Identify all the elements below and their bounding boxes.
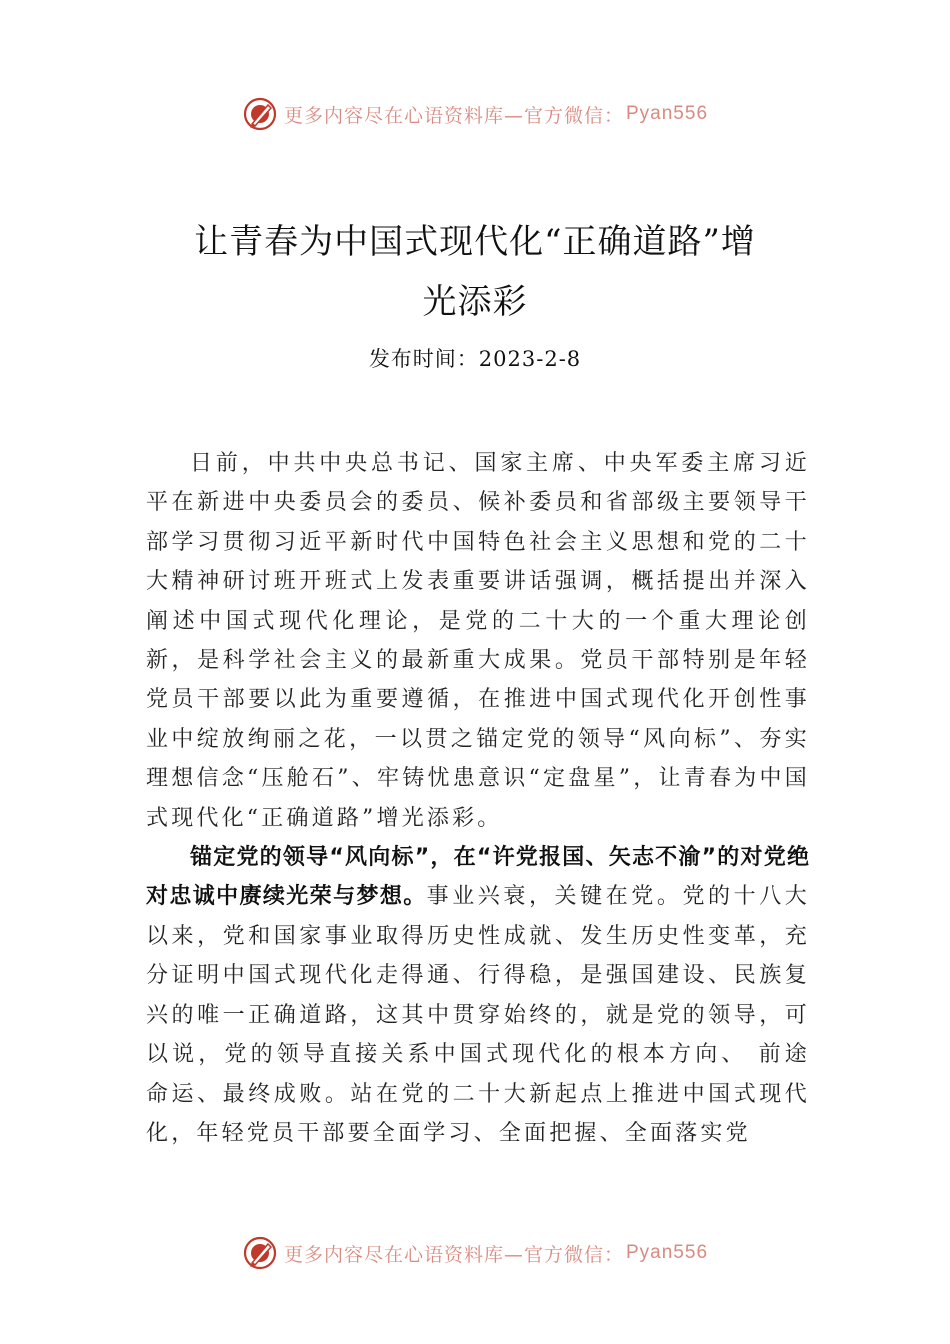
footer-banner: [0, 1233, 950, 1273]
title-line-1: 让青春为中国式现代化“正确道路”增: [194, 222, 756, 262]
pen-logo-icon: [242, 1235, 278, 1271]
publish-date: 发布时间：2023-2-8: [368, 347, 582, 371]
banner-text: 更多内容尽在心语资料库—官方微信：: [283, 104, 624, 127]
paragraph-2: [146, 838, 810, 1153]
paragraph-1: 日前，中共中央总书记、国家主席、中央军委主席习近平在新进中央委员会的委员、候补委员和省部级主要领导干部学习贯彻习近平新时代中国特色社会主义思想和党的二十大精神研讨班开班式上发表重要讲话强调，概括提出并深入阐述中国式现代化理论，是党的二十大的一个重大理论创新，是科学社会主义的最新重大成果。党员干部特别是年轻党员干部要以此为重要遵循，在推进中国式现代化开创性事业中绽放绚丽之花，一以贯之锚定党的领导“风向标”、夯实理想信念“压舱石”、牢铸忧患意识“定盘星”，让青春为中国式现代化“正确道路”增光添彩。: [146, 451, 810, 831]
paragraph-2-heading: 锚定党的领导“风向标”，在“许党报国、矢志不渝”的对党绝对忠诚中赓续光荣与梦想。: [146, 845, 810, 910]
pen-logo-icon: [242, 96, 278, 132]
banner-text: 更多内容尽在心语资料库—官方微信：: [283, 1243, 624, 1266]
paragraph-2-body: 事业兴衰，关键在党。党的十八大以来，党和国家事业取得历史性成就、发生历史性变革，充分证明中国式现代化走得通、行得稳，是强国建设、民族复兴的唯一正确道路，这其中贯穿始终的，就是党的领导，可以说，党的领导直接关系中国式现代化的根本方向、 前途命运、最终成败。站在党的二十大新起点上推进中国式现代化，年轻党员干部要全面学习、全面把握、全面落实党: [146, 884, 810, 1146]
wechat-id: Pyan556: [626, 103, 709, 124]
wechat-id: Pyan556: [626, 1242, 709, 1263]
header-banner: [0, 94, 950, 134]
title-line-2: 光添彩: [422, 282, 528, 322]
article-body: [146, 444, 810, 1153]
document-title: [140, 212, 810, 332]
